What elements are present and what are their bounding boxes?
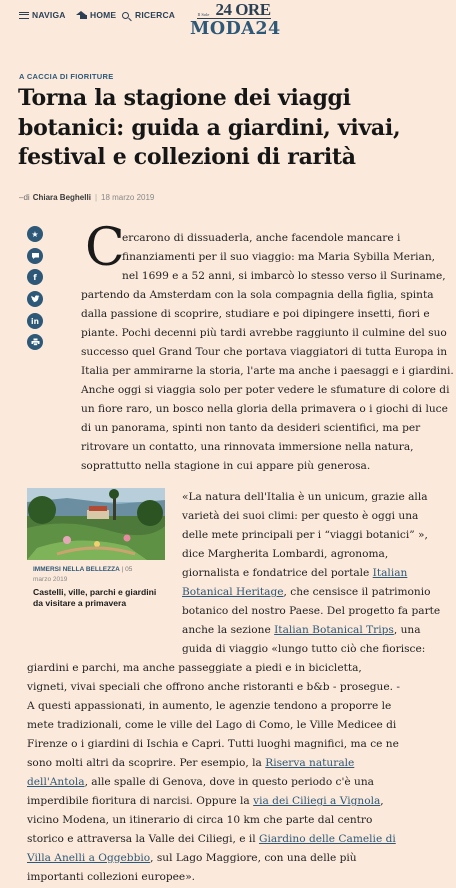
print-icon[interactable] xyxy=(27,334,43,350)
text-line: delle mete principali per i “viaggi botanici” », xyxy=(182,529,428,541)
text-line: Anche oggi si viaggia solo per poter vedere le sfumature di colore di xyxy=(81,384,450,396)
headline-line: botanici: guida a giardini, vivai, xyxy=(18,114,401,141)
nav-home-label: HOME xyxy=(90,10,117,20)
via-ciliegi-link[interactable]: via dei Ciliegi a Vignola xyxy=(253,795,381,807)
riserva-antola-link[interactable]: dell'Antola xyxy=(27,776,85,788)
text-line: botanico del nostro Paese. Del progetto fa parte xyxy=(182,605,441,617)
nav-ricerca-label: RICERCA xyxy=(135,10,176,20)
text-line: giardini e parchi, ma anche passeggiate a piedi e in bicicletta, xyxy=(27,662,362,674)
text-segment: imperdibile fioritura di narcisi. Oppure la xyxy=(27,795,254,807)
star-icon[interactable]: ★ xyxy=(27,226,43,242)
text-line: un fiore raro, un bosco nella gloria della primavera o i giochi di luce xyxy=(81,403,448,415)
drop-cap: C xyxy=(85,218,125,278)
text-line: ercarono di dissuaderla, anche facendole mancare i xyxy=(122,232,401,244)
text-line xyxy=(182,585,431,599)
byline-prefix: –di xyxy=(19,193,30,202)
text-line: ritrovare un contatto, una rinnovata immersione nella natura, xyxy=(81,441,414,453)
text-line: guida di viaggio «lungo tutto ciò che fiorisce: xyxy=(182,643,426,655)
related-date-day: 05 xyxy=(125,566,133,573)
italian-botanical-heritage-link[interactable]: Botanical Heritage xyxy=(182,586,284,598)
text-segment: anche la sezione xyxy=(182,624,275,636)
text-segment: sono molti altri da scoprire. Per esempio, la xyxy=(27,757,266,769)
related-separator: | xyxy=(121,566,126,573)
text-line: finanziamenti per il suo viaggio: ma Maria Sybilla Merian, xyxy=(122,251,436,263)
text-line: vicino Modena, un itinerario di circa 10 km che parte dal centro xyxy=(27,814,373,826)
text-line: dalla passione di scoprire, studiare e poi dipingere insetti, fiori e xyxy=(81,308,430,320)
text-line: mete tradizionali, come le ville del Lago di Como, le Ville Medicee di xyxy=(27,719,397,731)
text-line xyxy=(27,756,354,770)
byline-separator: | xyxy=(94,193,98,202)
text-line xyxy=(182,566,407,580)
search-icon xyxy=(122,12,129,19)
nav-naviga-label: NAVIGA xyxy=(32,10,66,20)
text-line: A questi appassionati, in aumento, le agenzie tendono a proporre le xyxy=(27,700,392,712)
logo-24-ore: 24 ORE xyxy=(215,0,271,19)
text-line: Firenze o i giardini di Ischia e Capri. Tutti luoghi magnifici, ma ce ne xyxy=(27,738,399,750)
comment-icon[interactable] xyxy=(27,248,43,264)
author-link[interactable]: Chiara Beghelli xyxy=(32,193,91,202)
text-line: vigneti, vivai speciali che offrono anche ristoranti e b&b - prosegue. - xyxy=(27,681,400,693)
top-bar xyxy=(0,0,456,50)
text-line: dice Margherita Lombardi, agronoma, xyxy=(182,548,389,560)
headline-line: Torna la stagione dei viaggi xyxy=(18,85,351,111)
text-segment: , che censisce il patrimonio xyxy=(283,586,431,598)
nav-ricerca-button[interactable] xyxy=(122,10,175,20)
nav-naviga-button[interactable] xyxy=(19,10,66,20)
text-line: partendo da Amsterdam con la sola compagnia della figlia, spinta xyxy=(81,289,434,301)
moda24-logo[interactable] xyxy=(190,0,281,40)
text-segment: , xyxy=(380,795,384,807)
article-kicker[interactable]: A CACCIA DI FIORITURE xyxy=(19,72,114,81)
text-line: piante. Pochi decenni più tardi avrebbe raggiunto il culmine del suo xyxy=(81,327,447,339)
text-line: varietà dei suoi climi: per questo è oggi una xyxy=(182,510,419,522)
text-line: successo quel Grand Tour che portava viaggiatori di tutta Europa in xyxy=(81,346,448,358)
logo-rule xyxy=(197,18,271,19)
text-segment: , alle spalle di Genova, dove in questo periodo c'è una xyxy=(84,776,375,788)
text-line: soprattutto nella stagione in cui appare più generosa. xyxy=(81,460,371,472)
text-line: nel 1699 e a 52 anni, si imbarcò lo stesso verso il Suriname, xyxy=(122,270,446,282)
linkedin-icon[interactable]: in xyxy=(27,313,43,329)
twitter-icon[interactable] xyxy=(27,291,43,307)
hamburger-menu-icon xyxy=(19,12,29,19)
text-line xyxy=(182,623,421,637)
giardino-camelie-link[interactable]: Giardino delle Camelie di xyxy=(259,833,396,845)
article-date: 18 marzo 2019 xyxy=(101,193,155,202)
logo-small-text: Il Sole xyxy=(197,12,210,17)
home-icon-body xyxy=(80,15,87,19)
text-line: importanti collezioni europee». xyxy=(27,871,196,883)
byline xyxy=(19,193,154,202)
text-line: «La natura dell'Italia è un unicum, grazie alla xyxy=(182,491,428,503)
text-segment: giornalista e fondatrice del portale xyxy=(182,567,373,579)
text-segment: storico e attraversa la Valle dei Ciliegi, e il xyxy=(27,833,259,845)
text-line: Italia per ammirarne la storia, l'arte ma anche i paesaggi e i giardini. xyxy=(81,365,454,377)
logo-moda24: MODA24 xyxy=(190,19,281,39)
riserva-antola-link[interactable]: Riserva naturale xyxy=(265,757,355,769)
headline-line: festival e collezioni di rarità xyxy=(18,144,356,170)
related-kicker[interactable]: IMMERSI NELLA BELLEZZA xyxy=(33,566,120,573)
related-article-title[interactable]: Castelli, ville, parchi e giardini da visitare a primavera xyxy=(33,587,157,608)
text-line xyxy=(27,794,384,808)
text-line: di un panorama, spinti non tanto da desideri scientifici, ma per xyxy=(81,422,421,434)
italian-botanical-heritage-link[interactable]: Italian xyxy=(372,567,408,579)
facebook-icon[interactable]: f xyxy=(27,269,43,285)
giardino-camelie-link[interactable]: Villa Anelli a Oggebbio xyxy=(27,852,151,864)
article-headline xyxy=(18,84,448,173)
text-segment: , una xyxy=(393,624,421,636)
related-kicker-row xyxy=(33,566,132,573)
related-date-month: marzo 2019 xyxy=(33,576,68,583)
text-line xyxy=(27,832,396,846)
text-line xyxy=(27,851,357,865)
text-line xyxy=(27,775,374,789)
related-article-image[interactable] xyxy=(27,488,165,560)
nav-home-button[interactable] xyxy=(76,10,116,20)
italian-botanical-trips-link[interactable]: Italian Botanical Trips xyxy=(274,624,394,636)
text-segment: , sul Lago Maggiore, con una delle più xyxy=(150,852,357,864)
